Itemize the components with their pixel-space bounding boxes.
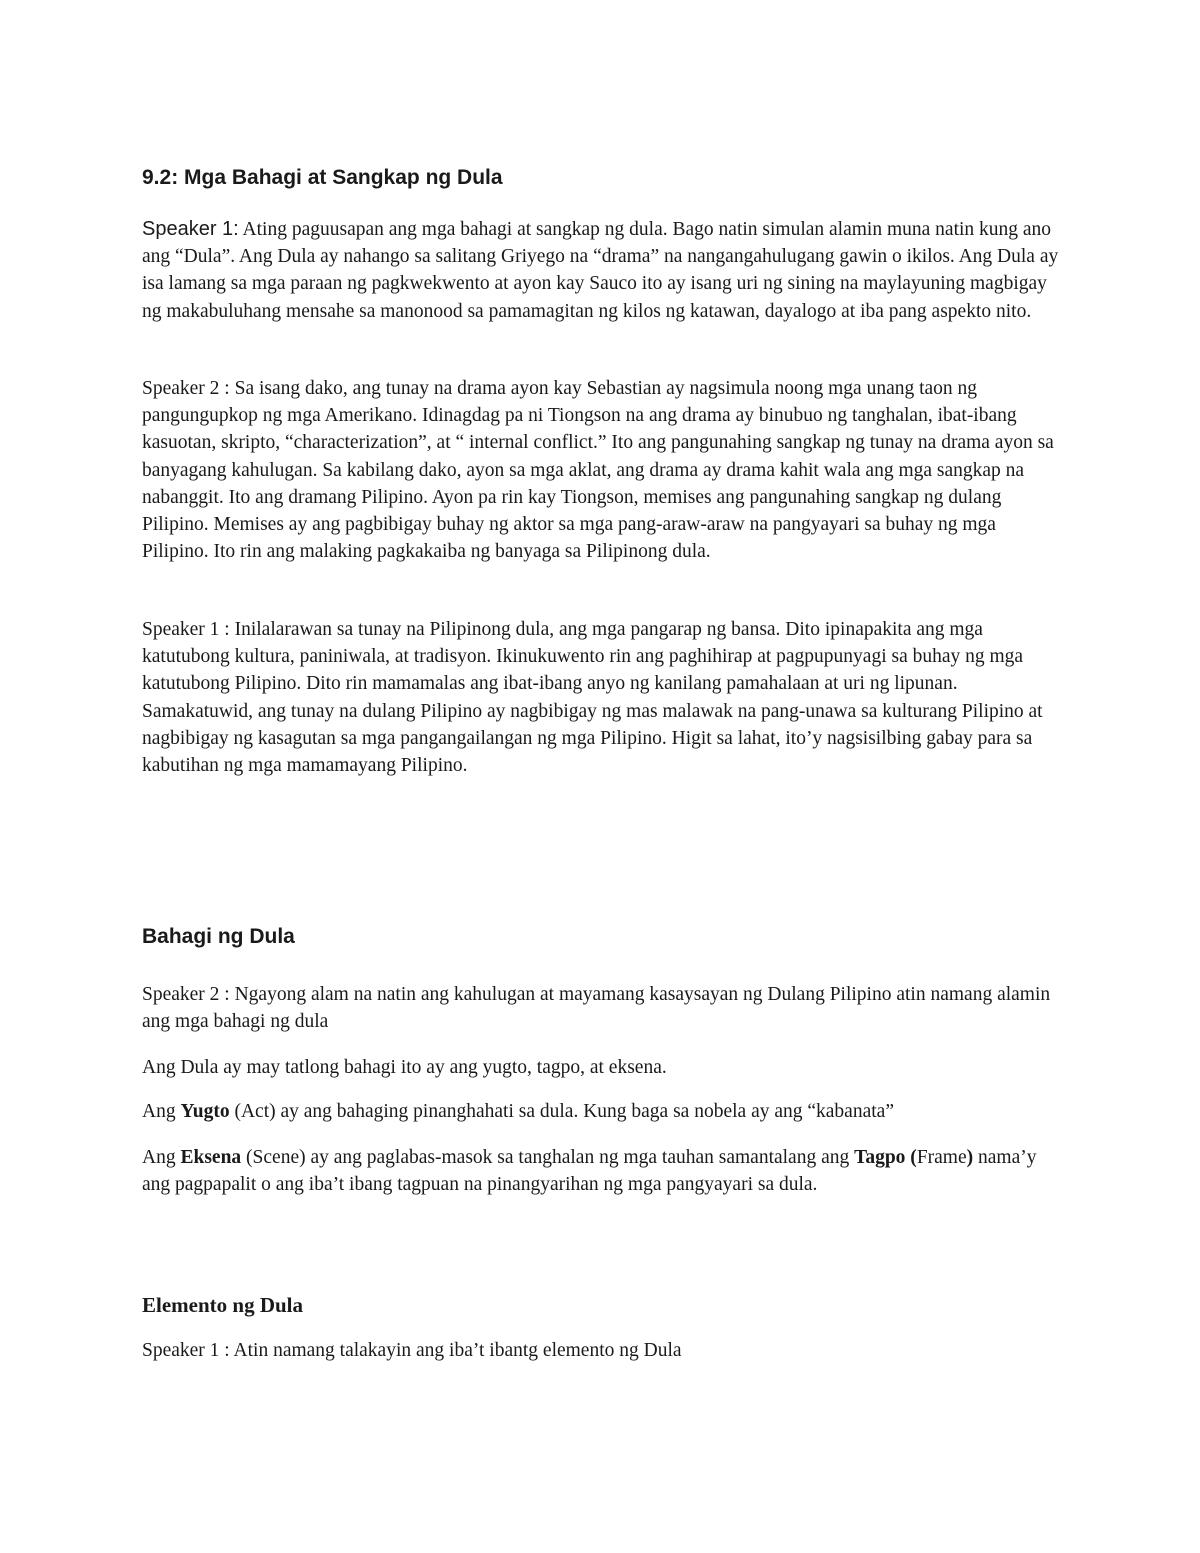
paragraph-yugto [142, 1098, 1062, 1125]
text-segment: Frame [916, 1147, 967, 1168]
intro-paragraph [142, 216, 1062, 325]
page-title: 9.2: Mga Bahagi at Sangkap ng Dula [142, 166, 503, 189]
section-title-elemento: Elemento ng Dula [142, 1293, 304, 1317]
paragraph-speaker1-elements: Speaker 1 : Atin namang talakayin ang iba’t ibantg elemento ng Dula [142, 1340, 682, 1361]
text-segment: Ang [142, 1147, 181, 1168]
term-eksena: Eksena [180, 1147, 242, 1168]
term-yugto: Yugto [180, 1101, 230, 1122]
paragraph-speaker2-history: Speaker 2 : Sa isang dako, ang tunay na drama ayon kay Sebastian ay nagsimula noong mga unang taon ng pangungupkop ng mga Amerikano. Idinagdag pa ni Tiongson na ang drama ay binubuo ng tanghalan, ibat-ibang kasuotan, skripto, “characterization”, at “ internal conflict.” Ito ang pangunahing sangkap ng tunay na drama ayon sa banyagang kahulugan. Sa kabilang dako, ayon sa mga aklat, ang drama ay drama kahit wala ang mga sangkap na nabanggit. Ito ang dramang Pilipino. Ayon pa rin kay Tiongson, memises ang pangunahing sangkap ng dulang Pilipino. Memises ay ang pagbibigay buhay ng aktor sa mga pang-araw-araw na pangyayari sa buhay ng mga Pilipino. Ito rin ang malaking pagkakaiba ng banyaga sa Pilipinong dula. [142, 378, 1054, 563]
paragraph-speaker1-filipino-play: Speaker 1 : Inilalarawan sa tunay na Pilipinong dula, ang mga pangarap ng bansa. Dito ipinapakita ang mga katutubong kultura, paniniwala, at tradisyon. Ikinukuwento rin ang paghihirap at pagpupunyagi sa buhay ng mga katutubong Pilipino. Dito rin mamamalas ang ibat-ibang anyo ng kanilang pamahalaan at uri ng lipunan. Samakatuwid, ang tunay na dulang Pilipino ay nagbibigay ng mas malawak na pang-unawa sa kulturang Pilipino at nagbibigay ng kasagutan sa mga pangangailangan ng mga Pilipino. Higit sa lahat, ito’y nagsisilbing gabay para sa kabutihan ng mga mamamayang Pilipino. [142, 619, 1043, 777]
paragraph-three-parts: Ang Dula ay may tatlong bahagi ito ay ang yugto, tagpo, at eksena. [142, 1057, 667, 1078]
text-segment: Ang [142, 1101, 181, 1122]
speaker-label: Speaker 1: [142, 218, 239, 240]
text-segment: (Act) ay ang bahaging pinanghahati sa dula. Kung baga sa nobela ay ang “kabanata” [229, 1101, 894, 1122]
section-title-bahagi: Bahagi ng Dula [142, 925, 295, 948]
text-segment: ) [966, 1147, 974, 1168]
text-segment: nama’y ang pagpapalit o ang iba’t ibang tagpuan na pinangyarihan ng mga pangyayari sa dula. [142, 1147, 1037, 1196]
term-tagpo: Tagpo ( [854, 1147, 917, 1168]
text-segment: (Scene) ay ang paglabas-masok sa tanghalan ng mga tauhan samantalang ang [241, 1147, 855, 1168]
paragraph-speaker2-parts: Speaker 2 : Ngayong alam na natin ang kahulugan at mayamang kasaysayan ng Dulang Pilipino atin namang alamin ang mga bahagi ng dula [142, 984, 1051, 1033]
paragraph-eksena-tagpo [142, 1144, 1062, 1198]
intro-text: Ating paguusapan ang mga bahagi at sangkap ng dula. Bago natin simulan alamin muna natin kung ano ang “Dula”. Ang Dula ay nahango sa salitang Griyego na “drama” na nangangahulugang gawin o ikilos. Ang Dula ay isa lamang sa mga paraan ng pagkwekwento at ayon kay Sauco ito ay isang uri ng sining na maylayuning magbigay ng makabuluhang mensahe sa manonood sa pamamagitan ng kilos ng katawan, dayalogo at iba pang aspekto nito. [142, 219, 1059, 322]
